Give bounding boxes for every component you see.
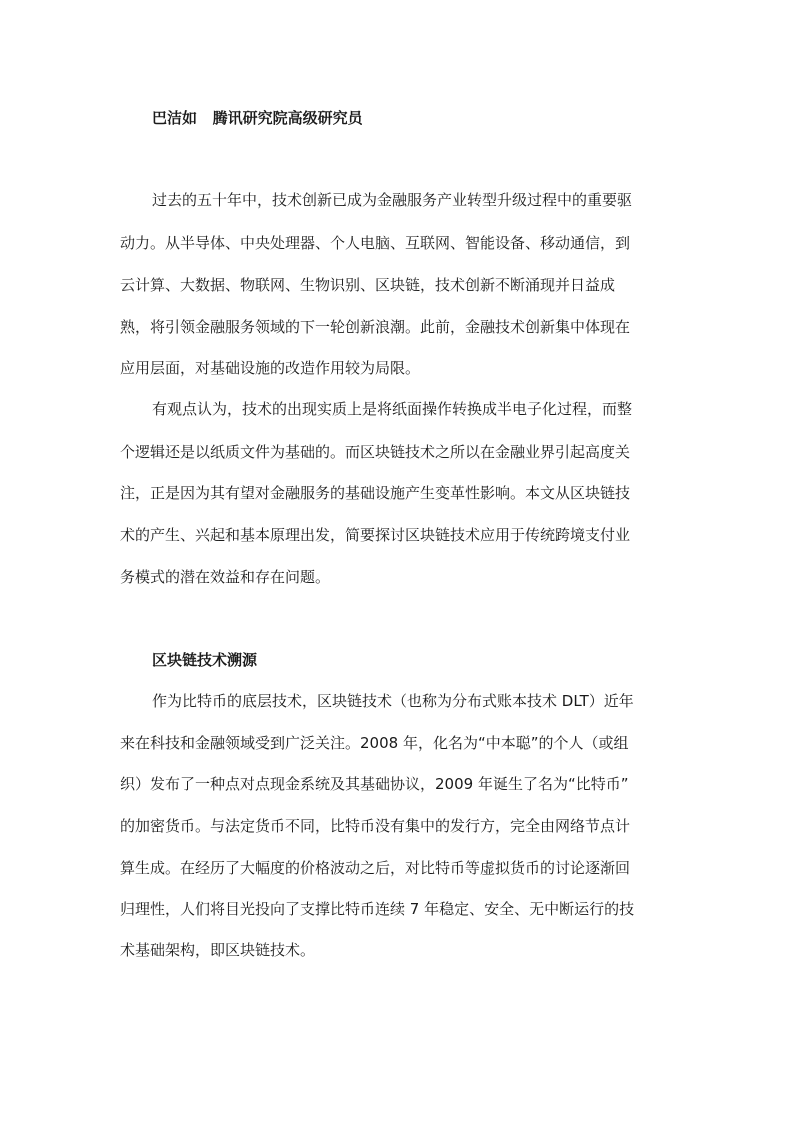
intro-p2-line-4: 术的产生、兴起和基本原理出发，简要探讨区块链技术应用于传统跨境支付业 xyxy=(120,526,631,544)
section1-p1-line-5: 算生成。在经历了大幅度的价格波动之后，对比特币等虚拟货币的讨论逐渐回 xyxy=(120,859,631,877)
intro-p1-line-4: 熟，将引领金融服务领域的下一轮创新浪潮。此前，金融技术创新集中体现在 xyxy=(120,318,631,336)
section1-p1-line-3: 织）发布了一种点对点现金系统及其基础协议，2009 年诞生了名为“比特币” xyxy=(120,775,629,793)
section1-p1-line-1: 作为比特币的底层技术，区块链技术（也称为分布式账本技术 DLT）近年 xyxy=(152,692,634,710)
intro-p1-line-2: 动力。从半导体、中央处理器、个人电脑、互联网、智能设备、移动通信，到 xyxy=(120,234,631,252)
intro-p2-line-2: 个逻辑还是以纸质文件为基础的。而区块链技术之所以在金融业界引起高度关 xyxy=(120,443,631,461)
intro-p2-line-5: 务模式的潜在效益和存在问题。 xyxy=(120,568,331,586)
section1-p1-line-6: 归理性，人们将目光投向了支撑比特币连续 7 年稳定、安全、无中断运行的技 xyxy=(120,900,635,918)
section1-p1-line-4: 的加密货币。与法定货币不同，比特币没有集中的发行方，完全由网络节点计 xyxy=(120,817,631,835)
intro-p1-line-3: 云计算、大数据、物联网、生物识别、区块链，技术创新不断涌现并日益成 xyxy=(120,276,616,294)
author-line: 巴洁如 腾讯研究院高级研究员 xyxy=(152,109,363,127)
section1-p1-line-2: 来在科技和金融领域受到广泛关注。2008 年，化名为“中本聪”的个人（或组 xyxy=(120,734,629,752)
section1-p1-line-7: 术基础架构，即区块链技术。 xyxy=(120,941,316,959)
intro-p1-line-5: 应用层面，对基础设施的改造作用较为局限。 xyxy=(120,359,421,377)
intro-p1-line-1: 过去的五十年中，技术创新已成为金融服务产业转型升级过程中的重要驱 xyxy=(152,191,633,209)
intro-p2-line-3: 注，正是因为其有望对金融服务的基础设施产生变革性影响。本文从区块链技 xyxy=(120,484,631,502)
section-heading: 区块链技术溯源 xyxy=(152,651,258,669)
intro-p2-line-1: 有观点认为，技术的出现实质上是将纸面操作转换成半电子化过程，而整 xyxy=(152,400,633,418)
